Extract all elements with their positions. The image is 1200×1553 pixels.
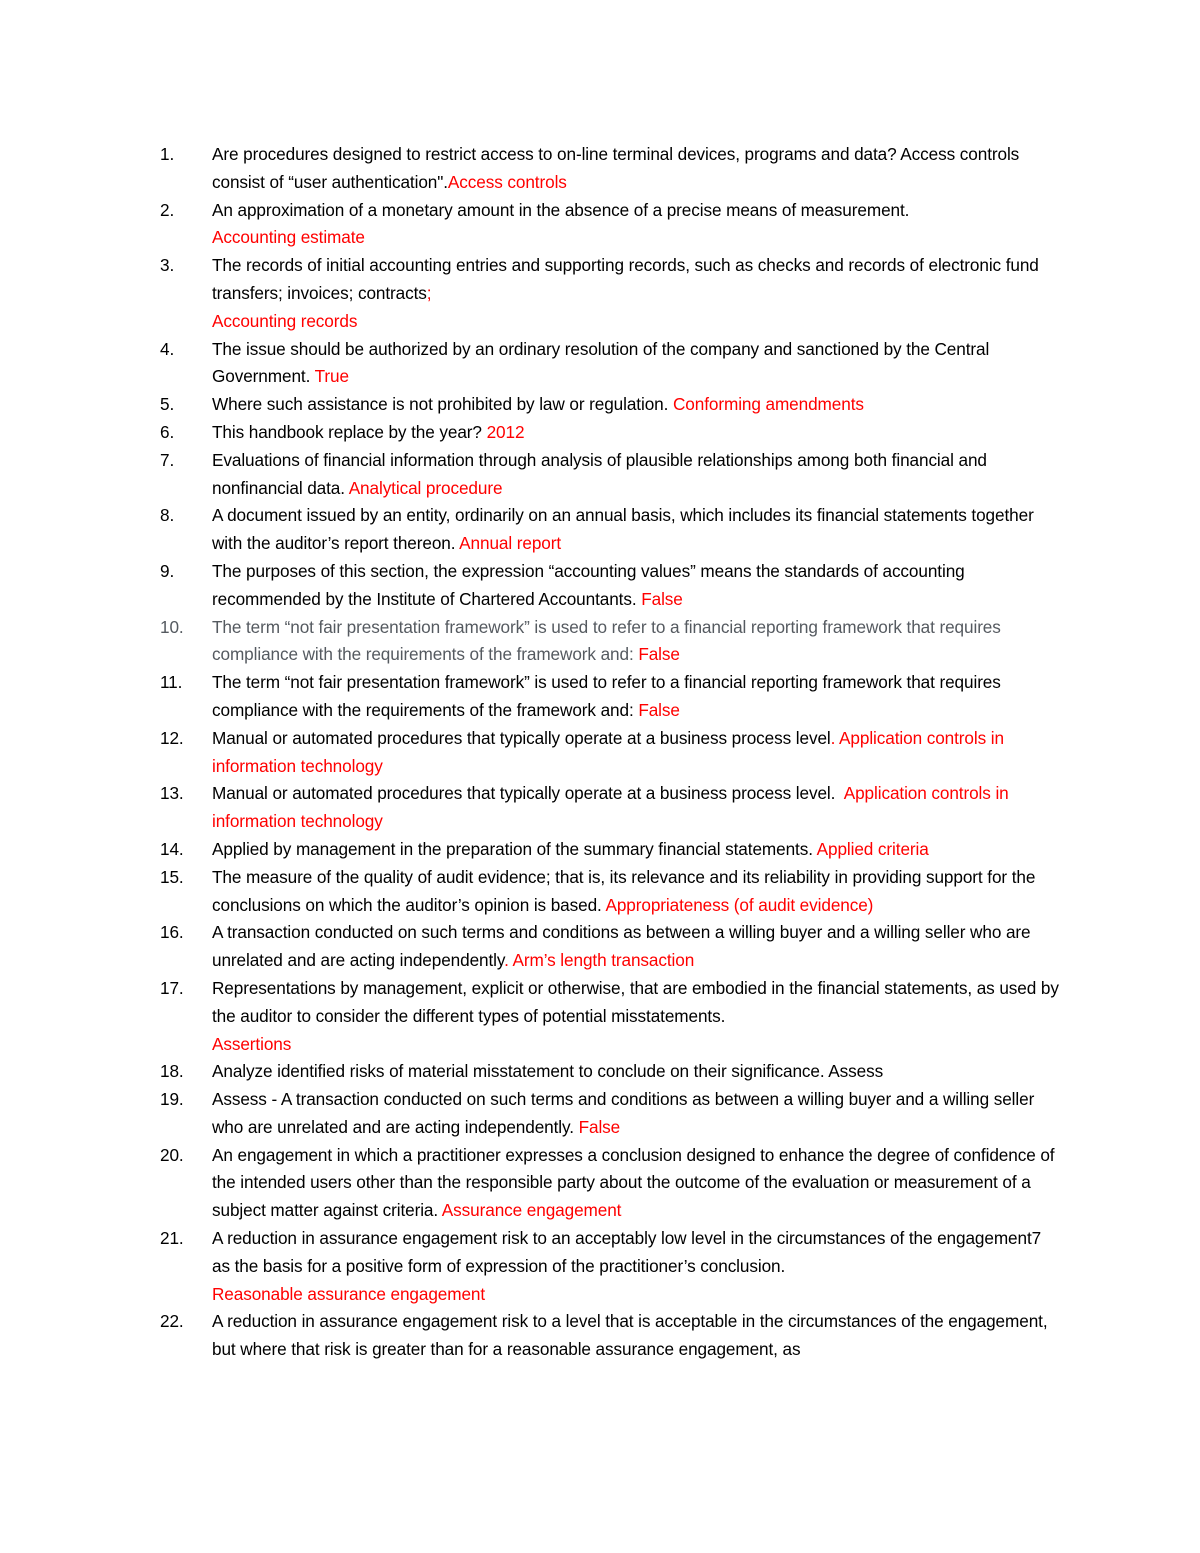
answer-text: Access controls (447, 171, 567, 192)
item-number: 22. (160, 1311, 184, 1332)
answer-text: Accounting estimate (212, 227, 365, 248)
list-item (160, 919, 1060, 975)
list-item (160, 336, 1060, 392)
answer-punctuation: ; (426, 282, 432, 303)
item-number: 18. (160, 1061, 184, 1082)
item-number: 16. (160, 922, 184, 943)
list-item (160, 419, 1060, 447)
list-item (160, 502, 1060, 558)
answer-text: Appropriateness (of audit evidence) (605, 894, 874, 915)
question-text: A reduction in assurance engagement risk to an acceptably low level in the circumstances of the engagement7 as the basis for a positive form of expression of the practitioner’s conclusion. (212, 1228, 1042, 1276)
question-text: The measure of the quality of audit evidence; that is, its relevance and its reliability in providing support for the conclusions on which the auditor’s opinion is based. (212, 866, 1036, 915)
item-number: 2. (160, 199, 175, 220)
question-text: Manual or automated procedures that typically operate at a business process level (212, 727, 831, 748)
question-text: The term “not fair presentation framework” is used to refer to a financial reporting framework that requires compliance with the requirements of the framework and: (212, 616, 1001, 665)
list-item (160, 836, 1060, 864)
answer-text: False (578, 1116, 621, 1137)
question-text: The records of initial accounting entries and supporting records, such as checks and records of electronic fund transfers; invoices; contracts (212, 255, 1039, 303)
item-number: 11. (160, 672, 183, 693)
item-number: 6. (160, 421, 175, 442)
answer-text: False (638, 699, 680, 720)
answer-text: Assertions (212, 1033, 292, 1054)
item-number: 7. (160, 449, 175, 470)
question-text: Analyze identified risks of material misstatement to conclude on their significance. Assess (212, 1061, 884, 1082)
question-text: A transaction conducted on such terms and conditions as between a willing buyer and a willing seller who are unrelated and are acting independently (212, 922, 1031, 971)
question-text: Applied by management in the preparation of the summary financial statements. (212, 838, 813, 859)
question-text: Where such assistance is not prohibited by law or regulation. (212, 394, 669, 415)
item-number: 1. (160, 144, 175, 164)
list-item (160, 864, 1060, 920)
list-item (160, 391, 1060, 419)
answer-text: False (638, 644, 680, 665)
list-item (160, 1308, 1060, 1364)
answer-text: . Application controls in information technology (212, 727, 1004, 776)
list-item (160, 141, 1060, 197)
list-item (160, 197, 1060, 253)
question-list (160, 141, 1060, 1364)
list-item (160, 1142, 1060, 1225)
list-item (160, 975, 1060, 1058)
question-text: An engagement in which a practitioner expresses a conclusion designed to enhance the degree of confidence of the intended users other than the responsible party about the outcome of the evaluation or measurement of a subject matter against criteria. (212, 1144, 1055, 1221)
item-number: 10. (160, 616, 184, 637)
item-number: 8. (160, 505, 175, 526)
answer-text: False (641, 588, 683, 609)
answer-text: . Arm’s length transaction (504, 950, 695, 971)
question-text: The issue should be authorized by an ordinary resolution of the company and sanctioned by the Central Government. (212, 338, 990, 387)
item-number: 9. (160, 560, 175, 581)
question-text: A reduction in assurance engagement risk to a level that is acceptable in the circumstances of the engagement, but where that risk is greater than for a reasonable assurance engagement, as (212, 1311, 1048, 1360)
answer-text: True (314, 366, 349, 387)
answer-text: Annual report (459, 533, 562, 554)
list-item (160, 252, 1060, 335)
list-item (160, 1086, 1060, 1142)
item-number: 5. (160, 394, 175, 415)
answer-text: 2012 (486, 421, 525, 442)
question-text: The term “not fair presentation framework” is used to refer to a financial reporting framework that requires compliance with the requirements of the framework and: (212, 672, 1001, 720)
item-number: 12. (160, 727, 184, 748)
question-text: Evaluations of financial information through analysis of plausible relationships among both financial and nonfinancial data. (212, 449, 987, 498)
question-text: The purposes of this section, the expression “accounting values” means the standards of accounting recommended by the Institute of Chartered Accountants. (212, 560, 965, 609)
answer-text: Assurance engagement (441, 1200, 622, 1221)
item-number: 17. (160, 977, 184, 998)
item-number: 19. (160, 1089, 184, 1110)
answer-text: Application controls in information technology (212, 783, 1009, 832)
answer-text: Conforming amendments (672, 394, 864, 415)
item-number: 20. (160, 1144, 184, 1165)
question-text: This handbook replace by the year? (212, 421, 482, 442)
list-item (160, 1225, 1060, 1308)
question-text: Assess - A transaction conducted on such terms and conditions as between a willing buyer and a willing seller who are unrelated and are acting independently. (212, 1089, 1035, 1137)
list-item (160, 780, 1060, 836)
question-text: Manual or automated procedures that typically operate at a business process level. (212, 783, 836, 804)
list-item (160, 558, 1060, 614)
answer-text: Reasonable assurance engagement (212, 1283, 486, 1304)
item-number: 15. (160, 866, 184, 887)
question-text: Are procedures designed to restrict access to on-line terminal devices, programs and data? Access controls consist of “user authentication". (212, 144, 1020, 192)
list-item (160, 614, 1060, 670)
list-item (160, 669, 1060, 725)
answer-text: Analytical procedure (348, 477, 503, 498)
question-text: Representations by management, explicit or otherwise, that are embodied in the financial statements, as used by the auditor to consider the different types of potential misstatements. (212, 977, 1059, 1026)
list-item (160, 447, 1060, 503)
list-item (160, 725, 1060, 781)
item-number: 3. (160, 255, 175, 276)
item-number: 4. (160, 338, 175, 359)
item-number: 13. (160, 783, 184, 804)
question-text: A document issued by an entity, ordinarily on an annual basis, which includes its financial statements together with the auditor’s report thereon. (212, 505, 1034, 554)
answer-text: Accounting records (212, 310, 358, 331)
item-number: 21. (160, 1228, 184, 1249)
answer-text: Applied criteria (816, 838, 929, 859)
list-item (160, 1058, 1060, 1086)
question-text: An approximation of a monetary amount in the absence of a precise means of measurement. (212, 199, 910, 220)
item-number: 14. (160, 838, 184, 859)
